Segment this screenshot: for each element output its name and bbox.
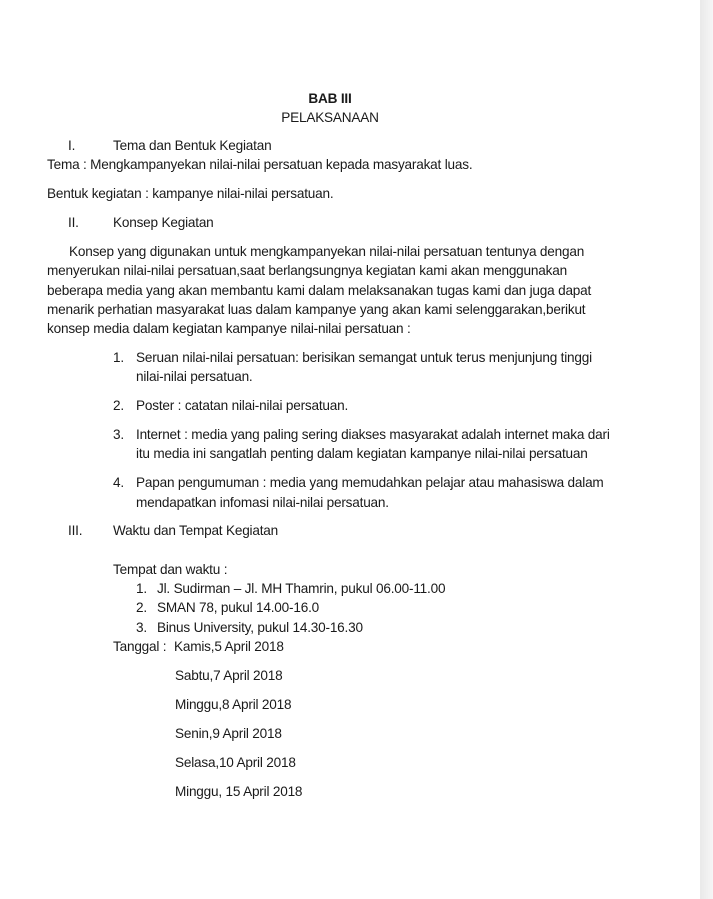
list-item-text: itu media ini sangatlah penting dalam kegiatan kampanye nilai-nilai persatuan [136, 446, 588, 461]
section1-number: I. [68, 138, 76, 153]
place-number: 1. [136, 581, 147, 596]
bentuk-kegiatan-line: Bentuk kegiatan : kampanye nilai-nilai persatuan. [47, 186, 334, 201]
section3-heading: Waktu dan Tempat Kegiatan [113, 523, 279, 538]
paragraph-line: beberapa media yang akan membantu kami dalam melaksanakan tugas kami dan juga dapat [47, 283, 592, 298]
section3-number: III. [68, 523, 83, 538]
list-item-number: 3. [113, 427, 124, 442]
date-entry: Selasa,10 April 2018 [175, 755, 296, 770]
list-item-text: nilai-nilai persatuan. [136, 369, 253, 384]
section2-heading: Konsep Kegiatan [113, 215, 214, 230]
list-item-text: Poster : catatan nilai-nilai persatuan. [136, 398, 349, 413]
date-entry: Kamis,5 April 2018 [174, 639, 284, 654]
place-number: 2. [136, 600, 147, 615]
date-entry: Sabtu,7 April 2018 [175, 668, 283, 683]
chapter-title: BAB III [308, 91, 352, 106]
date-entry: Minggu, 15 April 2018 [175, 784, 303, 799]
paragraph-line: menyerukan nilai-nilai persatuan,saat berlangsungnya kegiatan kami akan menggunakan [47, 263, 567, 278]
date-entry: Senin,9 April 2018 [175, 726, 282, 741]
section1-heading: Tema dan Bentuk Kegiatan [113, 138, 272, 153]
page-edge-shadow [700, 0, 713, 899]
section2-number: II. [68, 215, 79, 230]
paragraph-line: konsep media dalam kegiatan kampanye nilai-nilai persatuan : [47, 321, 411, 336]
place-text: Jl. Sudirman – Jl. MH Thamrin, pukul 06.00-11.00 [157, 581, 446, 596]
place-text: Binus University, pukul 14.30-16.30 [157, 620, 363, 635]
date-entry: Minggu,8 April 2018 [175, 697, 292, 712]
list-item-text: Papan pengumuman : media yang memudahkan pelajar atau mahasiswa dalam [136, 475, 604, 490]
place-text: SMAN 78, pukul 14.00-16.0 [157, 600, 320, 615]
list-item-number: 1. [113, 350, 124, 365]
tema-line: Tema : Mengkampanyekan nilai-nilai persatuan kepada masyarakat luas. [47, 157, 473, 172]
list-item-text: mendapatkan infomasi nilai-nilai persatuan. [136, 495, 389, 510]
list-item-number: 2. [113, 398, 124, 413]
list-item-text: Internet : media yang paling sering diakses masyarakat adalah internet maka dari [136, 427, 610, 442]
paragraph-line: menarik perhatian masyarakat luas dalam kampanye yang akan kami selenggarakan,berikut [47, 302, 586, 317]
chapter-subtitle: PELAKSANAAN [281, 110, 379, 125]
list-item-text: Seruan nilai-nilai persatuan: berisikan semangat untuk terus menjunjung tinggi [136, 350, 592, 365]
tempat-label: Tempat dan waktu : [113, 562, 228, 577]
paragraph-line: Konsep yang digunakan untuk mengkampanyekan nilai-nilai persatuan tentunya dengan [69, 244, 585, 259]
list-item-number: 4. [113, 475, 124, 490]
tanggal-label: Tanggal : [113, 639, 167, 654]
place-number: 3. [136, 620, 147, 635]
